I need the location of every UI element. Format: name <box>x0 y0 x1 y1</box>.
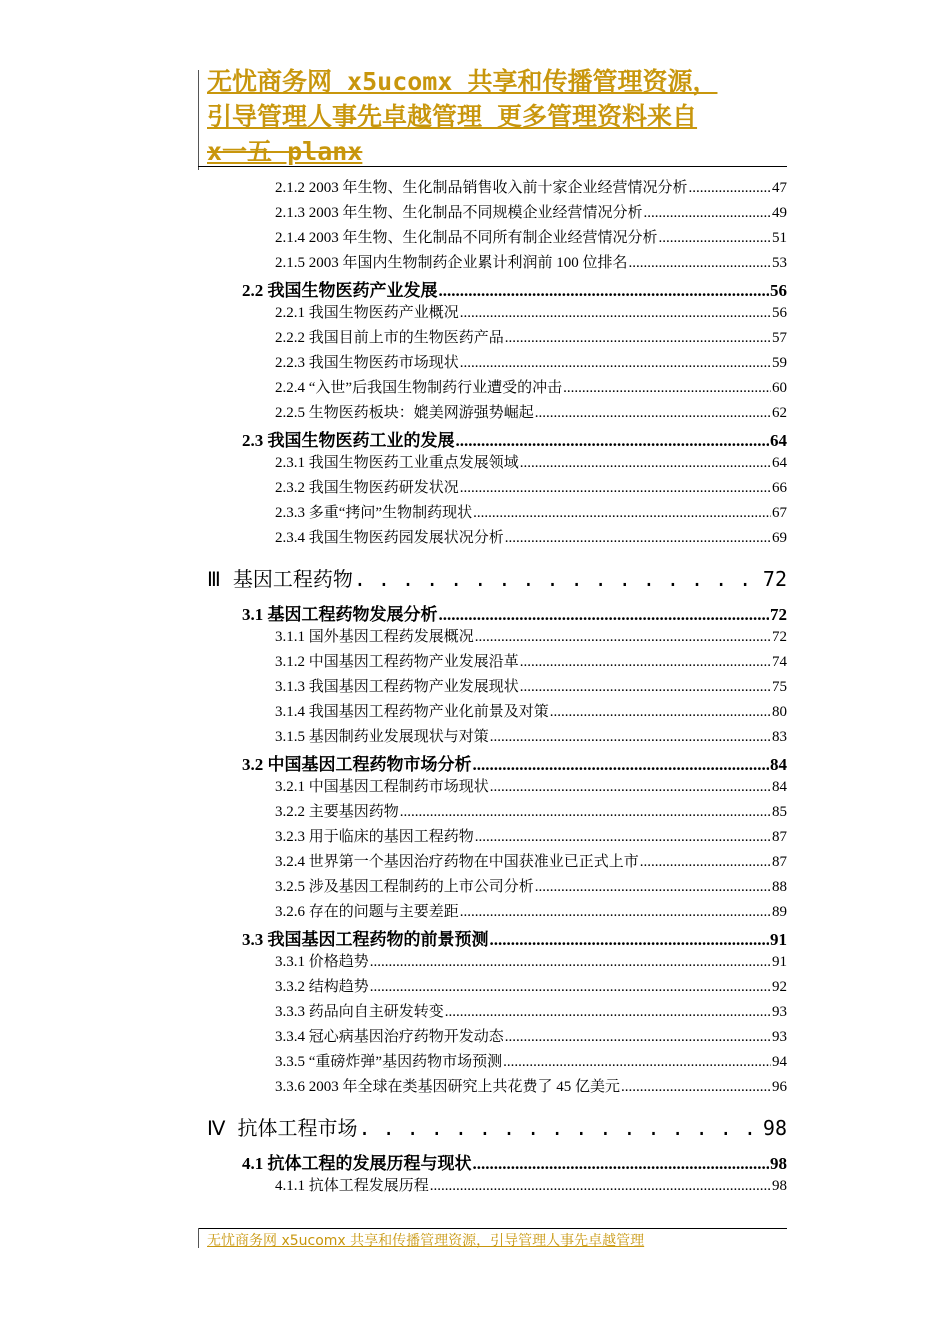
toc-page-number: 88 <box>772 879 787 895</box>
toc-leader-dots <box>370 954 771 971</box>
toc-section <box>242 600 787 625</box>
toc-leader-dots <box>659 230 771 247</box>
toc-section <box>242 426 787 451</box>
toc-subsection <box>275 326 787 347</box>
page-footer: 无忧商务网 x5ucomx 共享和传播管理资源，引导管理人事先卓越管理 <box>207 1233 645 1249</box>
toc-leader-dots <box>473 505 771 522</box>
toc-leader-dots <box>430 1178 771 1195</box>
toc-entry-label: 3.1.4 我国基因工程药物产业化前景及对策 <box>275 704 549 720</box>
toc-page-number: 57 <box>772 330 787 346</box>
toc-leader-dots <box>439 605 770 625</box>
toc-entry-label: 3.2.5 涉及基因工程制药的上市公司分析 <box>275 879 534 895</box>
toc-page-number: 96 <box>772 1079 787 1095</box>
toc-entry-label: 3.3.3 药品向自主研发转变 <box>275 1004 444 1020</box>
toc-subsection <box>275 725 787 746</box>
toc-page-number: 69 <box>772 530 787 546</box>
toc-subsection <box>275 775 787 796</box>
toc-subsection <box>275 850 787 871</box>
toc-entry-label: 4.1 抗体工程的发展历程与现状 <box>242 1154 472 1173</box>
toc-leader-dots <box>640 854 771 871</box>
toc-subsection <box>275 825 787 846</box>
toc-page-number: 53 <box>772 255 787 271</box>
toc-entry-label: 3.2 中国基因工程药物市场分析 <box>242 755 472 774</box>
toc-leader-dots <box>503 1054 771 1071</box>
toc-entry-label: 3.2.3 用于临床的基因工程药物 <box>275 829 474 845</box>
toc-chapter <box>207 1112 787 1141</box>
toc-subsection <box>275 950 787 971</box>
toc-leader-dots <box>359 1116 762 1140</box>
toc-leader-dots <box>621 1079 771 1096</box>
toc-entry-label: 2.1.3 2003 年生物、生化制品不同规模企业经营情况分析 <box>275 205 643 221</box>
toc-entry-label: 2.2 我国生物医药产业发展 <box>242 281 438 300</box>
toc-section <box>242 1149 787 1174</box>
toc-subsection <box>275 1050 787 1071</box>
toc-entry-label: 2.3.3 多重“拷问”生物制药现状 <box>275 505 473 521</box>
toc-leader-dots <box>535 879 771 896</box>
toc-page-number: 72 <box>762 567 787 591</box>
toc-page-number: 85 <box>772 804 787 820</box>
toc-entry-label: 3.3 我国基因工程药物的前景预测 <box>242 930 489 949</box>
toc-page-number: 98 <box>772 1178 787 1194</box>
toc-page-number: 67 <box>772 505 787 521</box>
toc-subsection <box>275 800 787 821</box>
toc-entry-label: 2.1.2 2003 年生物、生化制品销售收入前十家企业经营情况分析 <box>275 180 688 196</box>
toc-subsection <box>275 351 787 372</box>
toc-entry-label: 2.2.2 我国目前上市的生物医药产品 <box>275 330 504 346</box>
toc-page-number: 89 <box>772 904 787 920</box>
toc-leader-dots <box>563 380 771 397</box>
toc-subsection <box>275 625 787 646</box>
toc-subsection <box>275 1174 787 1195</box>
toc-entry-label: 2.2.5 生物医药板块：媲美网游强势崛起 <box>275 405 534 421</box>
toc-entry-label: 2.1.4 2003 年生物、生化制品不同所有制企业经营情况分析 <box>275 230 658 246</box>
toc-subsection <box>275 650 787 671</box>
toc-subsection <box>275 1025 787 1046</box>
toc-entry-label: 3.3.5 “重磅炸弹”基因药物市场预测 <box>275 1054 503 1070</box>
toc-section <box>242 925 787 950</box>
toc-leader-dots <box>520 679 771 696</box>
toc-page-number: 75 <box>772 679 787 695</box>
toc-entry-label: Ⅳ 抗体工程市场 <box>207 1116 358 1140</box>
toc-entry-label: 3.1.3 我国基因工程药物产业发展现状 <box>275 679 519 695</box>
header-left-rule <box>198 70 199 170</box>
toc-page-number: 74 <box>772 654 787 670</box>
toc-subsection <box>275 376 787 397</box>
toc-entry-label: 2.2.1 我国生物医药产业概况 <box>275 305 459 321</box>
toc-leader-dots <box>439 281 770 301</box>
toc-page-number: 93 <box>772 1004 787 1020</box>
toc-page-number: 49 <box>772 205 787 221</box>
toc-subsection <box>275 700 787 721</box>
toc-entry-label: 3.2.4 世界第一个基因治疗药物在中国获准业已正式上市 <box>275 854 639 870</box>
toc-page-number: 64 <box>770 431 787 450</box>
toc-leader-dots <box>490 930 770 950</box>
toc-entry-label: 2.3.2 我国生物医药研发状况 <box>275 480 459 496</box>
toc-entry-label: 2.2.4 “入世”后我国生物制药行业遭受的冲击 <box>275 380 563 396</box>
toc-leader-dots <box>505 330 771 347</box>
toc-subsection <box>275 251 787 272</box>
toc-leader-dots <box>445 1004 771 1021</box>
toc-page-number: 60 <box>772 380 787 396</box>
toc-page-number: 62 <box>772 405 787 421</box>
toc-page-number: 80 <box>772 704 787 720</box>
toc-entry-label: 2.3.1 我国生物医药工业重点发展领域 <box>275 455 519 471</box>
toc-leader-dots <box>475 829 771 846</box>
toc-section <box>242 276 787 301</box>
toc-leader-dots <box>644 205 771 222</box>
toc-leader-dots <box>460 305 771 322</box>
toc-entry-label: 4.1.1 抗体工程发展历程 <box>275 1178 429 1194</box>
toc-leader-dots <box>460 904 771 921</box>
toc-leader-dots <box>505 1029 771 1046</box>
footer-rule <box>198 1228 787 1229</box>
toc-leader-dots <box>473 1154 770 1174</box>
toc-entry-label: 3.1.2 中国基因工程药物产业发展沿革 <box>275 654 519 670</box>
toc-subsection <box>275 501 787 522</box>
toc-leader-dots <box>475 629 771 646</box>
toc-entry-label: 3.3.6 2003 年全球在类基因研究上共花费了 45 亿美元 <box>275 1079 621 1095</box>
toc-leader-dots <box>629 255 771 272</box>
toc-leader-dots <box>520 455 771 472</box>
toc-page-number: 83 <box>772 729 787 745</box>
toc-entry-label: 2.3.4 我国生物医药园发展状况分析 <box>275 530 504 546</box>
header-line-2: 引导管理人事先卓越管理 更多管理资料来自 <box>207 102 698 131</box>
toc-entry-label: 2.2.3 我国生物医药市场现状 <box>275 355 459 371</box>
toc-leader-dots <box>354 567 762 591</box>
toc-leader-dots <box>460 355 771 372</box>
toc-page-number: 91 <box>770 930 787 949</box>
header-line-3: x一五 planx <box>207 137 363 166</box>
toc-page-number: 51 <box>772 230 787 246</box>
toc-leader-dots <box>456 431 770 451</box>
toc-entry-label: 3.1 基因工程药物发展分析 <box>242 605 438 624</box>
toc-entry-label: 3.3.4 冠心病基因治疗药物开发动态 <box>275 1029 504 1045</box>
toc-page-number: 72 <box>770 605 787 624</box>
toc-subsection <box>275 975 787 996</box>
toc-page-number: 66 <box>772 480 787 496</box>
toc-page-number: 84 <box>772 779 787 795</box>
header-rule <box>198 166 787 167</box>
toc-subsection <box>275 226 787 247</box>
toc-page-number: 64 <box>772 455 787 471</box>
toc-page-number: 98 <box>770 1154 787 1173</box>
toc-subsection <box>275 451 787 472</box>
toc-page-number: 87 <box>772 829 787 845</box>
toc-page-number: 59 <box>772 355 787 371</box>
toc-entry-label: 3.1.1 国外基因工程药发展概况 <box>275 629 474 645</box>
toc-subsection <box>275 1000 787 1021</box>
toc-page-number: 98 <box>762 1116 787 1140</box>
toc-entry-label: Ⅲ 基因工程药物 <box>207 567 353 591</box>
toc-subsection <box>275 176 787 197</box>
toc-page-number: 56 <box>772 305 787 321</box>
toc-leader-dots <box>505 530 771 547</box>
toc-page-number: 56 <box>770 281 787 300</box>
toc-page-number: 94 <box>772 1054 787 1070</box>
toc-chapter <box>207 563 787 592</box>
toc-page-number: 47 <box>772 180 787 196</box>
toc-leader-dots <box>520 654 771 671</box>
toc-subsection <box>275 875 787 896</box>
toc-entry-label: 3.1.5 基因制药业发展现状与对策 <box>275 729 489 745</box>
toc-page-number: 92 <box>772 979 787 995</box>
toc-entry-label: 2.1.5 2003 年国内生物制药企业累计利润前 100 位排名 <box>275 255 628 271</box>
toc-subsection <box>275 675 787 696</box>
toc-subsection <box>275 900 787 921</box>
toc-leader-dots <box>490 729 771 746</box>
toc-entry-label: 3.2.1 中国基因工程制药市场现状 <box>275 779 489 795</box>
toc-leader-dots <box>460 480 771 497</box>
toc-page-number: 72 <box>772 629 787 645</box>
toc-subsection <box>275 526 787 547</box>
toc-subsection <box>275 1075 787 1096</box>
toc-leader-dots <box>400 804 771 821</box>
toc-subsection <box>275 476 787 497</box>
toc-page-number: 93 <box>772 1029 787 1045</box>
footer-left-rule <box>198 1228 199 1248</box>
toc-subsection <box>275 201 787 222</box>
toc-entry-label: 3.3.1 价格趋势 <box>275 954 369 970</box>
toc-page-number: 84 <box>770 755 787 774</box>
toc-entry-label: 3.2.6 存在的问题与主要差距 <box>275 904 459 920</box>
toc-subsection <box>275 401 787 422</box>
page-header <box>207 64 787 169</box>
toc-leader-dots <box>370 979 771 996</box>
toc-page-number: 91 <box>772 954 787 970</box>
toc-page-number: 87 <box>772 854 787 870</box>
toc-entry-label: 2.3 我国生物医药工业的发展 <box>242 431 455 450</box>
toc-entry-label: 3.2.2 主要基因药物 <box>275 804 399 820</box>
toc-leader-dots <box>689 180 771 197</box>
toc-section <box>242 750 787 775</box>
toc-leader-dots <box>473 755 770 775</box>
toc-entry-label: 3.3.2 结构趋势 <box>275 979 369 995</box>
toc-subsection <box>275 301 787 322</box>
toc-leader-dots <box>535 405 771 422</box>
toc-leader-dots <box>550 704 771 721</box>
header-line-1: 无忧商务网 x5ucomx 共享和传播管理资源， <box>207 67 718 96</box>
toc-leader-dots <box>490 779 771 796</box>
